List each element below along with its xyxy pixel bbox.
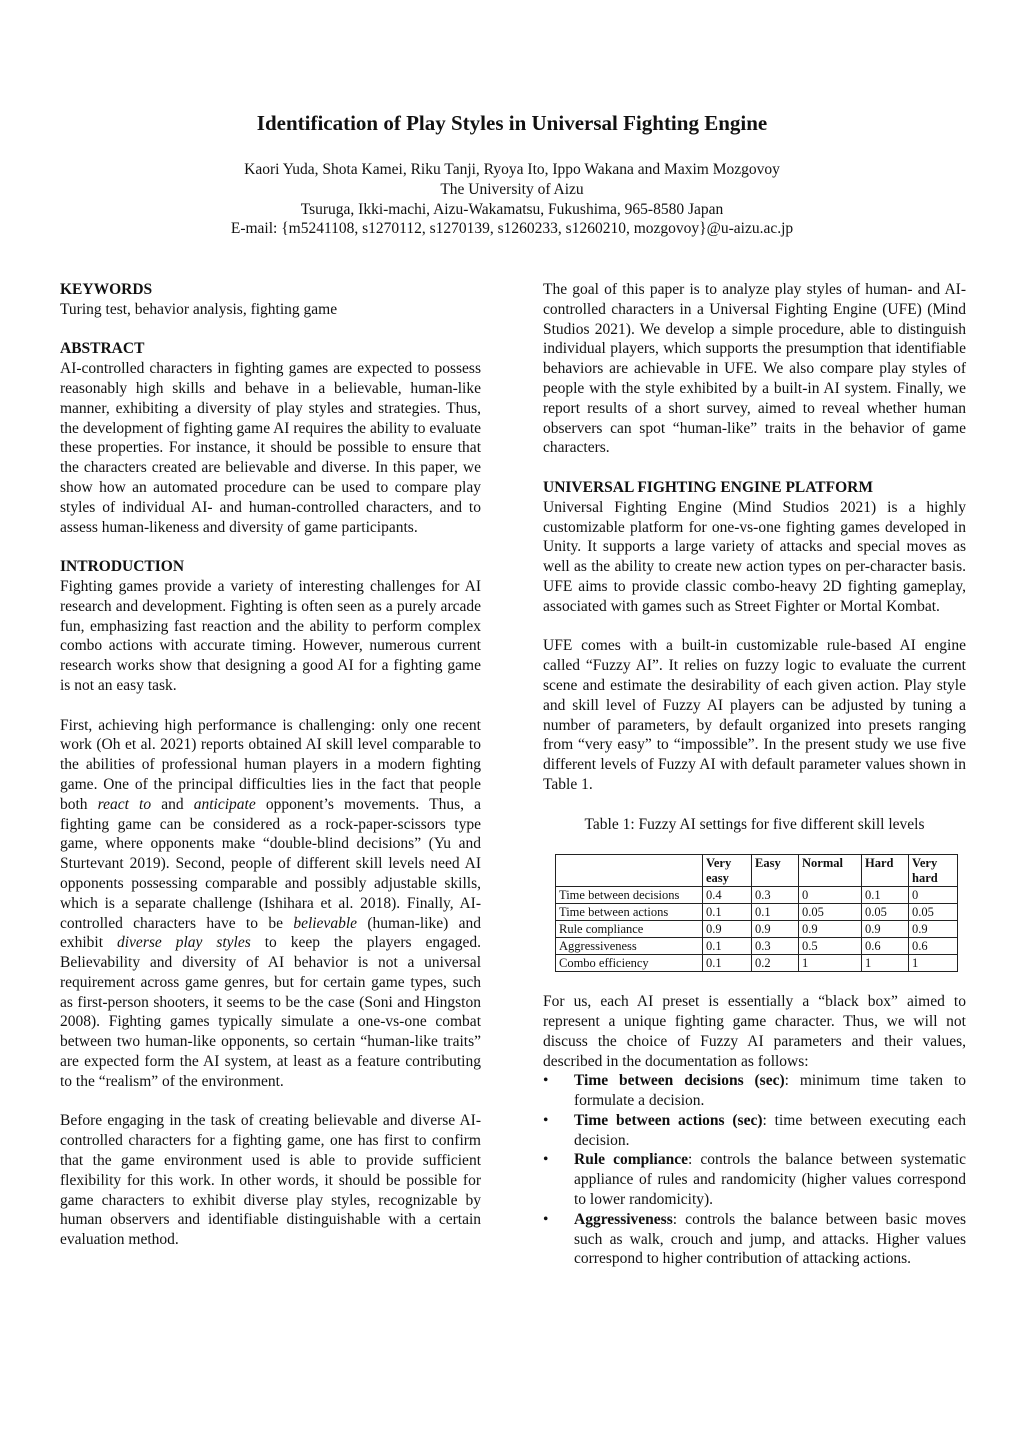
table-cell: 0.1 [703, 955, 752, 972]
table-row [556, 938, 958, 955]
table-row [556, 921, 958, 938]
table-cell: 0 [799, 887, 862, 904]
table-cell: 1 [909, 955, 958, 972]
table-cell: Rule compliance [556, 921, 703, 938]
table-cell: 0.5 [799, 938, 862, 955]
parameter-definitions-list [543, 1071, 966, 1269]
author-address: Tsuruga, Ikki-machi, Aizu-Wakamatsu, Fukushima, 965-8580 Japan [300, 200, 724, 218]
table-header-row [556, 855, 958, 887]
table-cell: 0.05 [862, 904, 909, 921]
author-names: Kaori Yuda, Shota Kamei, Riku Tanji, Ryoya Ito, Ippo Wakana and Maxim Mozgovoy [244, 161, 780, 178]
list-item: • Time between actions (sec): time between executing each decision. [543, 1111, 966, 1149]
table-cell: 0.6 [862, 938, 909, 955]
bullet-icon: • [543, 1151, 549, 1169]
table-header-cell: Easy [752, 855, 799, 887]
abstract-text: AI-controlled characters in fighting games are expected to possess reasonably high skills and behave in a believable, human-like manner, exhibiting a diversity of play styles and strategies. Thus, the development of fighting game AI requires the ability to evaluate these properties. For instance, it should be possible to ensure that the characters created are believable and diverse. In this paper, we show how an automated procedure can be used to compare play styles of individual AI- and human-controlled characters, and to assess human-likeness and diversity of game participants. [60, 360, 481, 536]
bullet-icon: • [543, 1072, 549, 1090]
introduction-paragraph-1: Fighting games provide a variety of interesting challenges for AI research and development. Fighting is often seen as a purely arcade fun, emphasizing fast reaction and the ability to perform complex combo actions with accurate timing. However, numerous current research works show that designing a good AI for a fighting game is not an easy task. [60, 577, 481, 694]
table-cell: 0.1 [862, 887, 909, 904]
table-header-cell [556, 855, 703, 887]
fuzzy-ai-settings-table [555, 854, 958, 972]
right-column [543, 280, 966, 1269]
table-cell: 0 [909, 887, 958, 904]
table-cell: 0.9 [703, 921, 752, 938]
platform-paragraph-1: Universal Fighting Engine (Mind Studios 2021) is a highly customizable platform for one-vs-one fighting games developed in Unity. It supports a large variety of attacks and special moves as well as the ability to create new action types on per-character basis. UFE aims to provide classic combo-heavy 2D fighting gameplay, associated with games such as Street Fighter or Mortal Kombat. [543, 498, 966, 615]
table-cell: 0.6 [909, 938, 958, 955]
table-cell: 0.9 [799, 921, 862, 938]
table-cell: 0.3 [752, 887, 799, 904]
bullet-icon: • [543, 1111, 549, 1129]
table-cell: 0.05 [909, 904, 958, 921]
list-item: • Time between decisions (sec): minimum time taken to formulate a decision. [543, 1072, 966, 1110]
table-row [556, 887, 958, 904]
list-item: • Aggressiveness: controls the balance between basic moves such as walk, crouch and jump, and attacks. Higher values correspond to higher contribution of attacking actions. [543, 1210, 966, 1268]
introduction-paragraph-2: First, achieving high performance is challenging: only one recent work (Oh et al. 2021) reports obtained AI skill level comparable to the abilities of professional human players in a modern fighting game. One of the principal difficulties lies in the fact that people both react to and anticipate opponent’s movements. Thus, a fighting game can be considered as a rock-paper-scissors type game, where opponents make “double-blind decisions” (Yu and Sturtevant 2019). Second, people of different skill levels need AI opponents possessing comparable and possibly adjustable skills, which is a separate challenge (Ishihara et al. 2018). Finally, AI-controlled characters have to be believable (human-like) and exhibit diverse play styles to keep the players engaged. Believability and diversity of AI behavior is not a universal requirement across game genres, but for certain game types, such as first-person shooters, it seems to be the case (Soni and Hingston 2008). Fighting games typically simulate a one-vs-one combat between two human-like opponents, so certain “human-like traits” are expected form the AI system, at least as a feature contributing to the “realism” of the environment. [60, 716, 481, 1090]
table-header-cell: Hard [862, 855, 909, 887]
keywords-text: Turing test, behavior analysis, fighting game [60, 300, 338, 318]
table-cell: 0.9 [862, 921, 909, 938]
author-email: E-mail: {m5241108, s1270112, s1270139, s1260233, s1260210, mozgovoy}@u-aizu.ac.jp [230, 220, 794, 238]
goal-paragraph: The goal of this paper is to analyze play styles of human- and AI-controlled characters in a Universal Fighting Engine (UFE) (Mind Studios 2021). We develop a simple procedure, able to distinguish individual players, which supports the presumption that identifiable behaviors are achievable in UFE. We also compare play styles of people with the style exhibited by a built-in AI system. Finally, we report results of a short survey, aimed to reveal whether human observers can spot “human-like” traits in the behavior of game characters. [543, 281, 966, 457]
list-item: • Rule compliance: controls the balance between systematic appliance of rules and randomicity (higher values correspond to lower randomicity). [543, 1151, 967, 1209]
bullet-icon: • [543, 1210, 549, 1228]
table-row [556, 904, 958, 921]
table-cell: 0.05 [799, 904, 862, 921]
after-table-paragraph: For us, each AI preset is essentially a “black box” aimed to represent a unique fighting game character. Thus, we will not discuss the choice of Fuzzy AI parameters and their values, described in the documentation as follows: [543, 993, 966, 1070]
keywords-heading: KEYWORDS [60, 281, 153, 298]
table-cell: 0.3 [752, 938, 799, 955]
table-cell: Aggressiveness [556, 938, 703, 955]
left-column [60, 280, 481, 1250]
table-cell: 0.2 [752, 955, 799, 972]
table-cell: 0.9 [752, 921, 799, 938]
table-cell: 1 [862, 955, 909, 972]
author-affiliation: The University of Aizu [440, 180, 584, 198]
table-caption: Table 1: Fuzzy AI settings for five different skill levels [584, 815, 925, 833]
table-row [556, 955, 958, 972]
table-cell: Time between decisions [556, 887, 703, 904]
introduction-paragraph-3: Before engaging in the task of creating believable and diverse AI-controlled characters for a fighting game, one has first to confirm that the game environment used is able to provide sufficient flexibility for this work. In other words, it should be possible for game characters to exhibit diverse play styles, recognizable by human observers and identifiable distinguishable with a certain evaluation method. [60, 1112, 481, 1249]
introduction-heading: INTRODUCTION [60, 558, 185, 576]
table-cell: 0.1 [703, 904, 752, 921]
platform-heading: UNIVERSAL FIGHTING ENGINE PLATFORM [543, 478, 873, 496]
table-header-cell: Very easy [703, 855, 752, 887]
table-cell: 0.1 [752, 904, 799, 921]
table-cell: 0.9 [909, 921, 958, 938]
author-block [0, 160, 1024, 239]
table-cell: 0.1 [703, 938, 752, 955]
table-cell: 1 [799, 955, 862, 972]
abstract-heading: ABSTRACT [60, 340, 145, 358]
platform-paragraph-2: UFE comes with a built-in customizable rule-based AI engine called “Fuzzy AI”. It relies on fuzzy logic to evaluate the current scene and estimate the desirability of each given action. Play style and skill level of Fuzzy AI players can be adjusted by tuning a number of parameters, by default organized into presets ranging from “very easy” to “impossible”. In the present study we use five different levels of Fuzzy AI with default parameter values shown in Table 1. [543, 637, 966, 793]
table-header-cell: Normal [799, 855, 862, 887]
table-cell: 0.4 [703, 887, 752, 904]
table-cell: Time between actions [556, 904, 703, 921]
table-header-cell: Very hard [909, 855, 958, 887]
table-cell: Combo efficiency [556, 955, 703, 972]
paper-title: Identification of Play Styles in Universal Fighting Engine [256, 111, 768, 135]
